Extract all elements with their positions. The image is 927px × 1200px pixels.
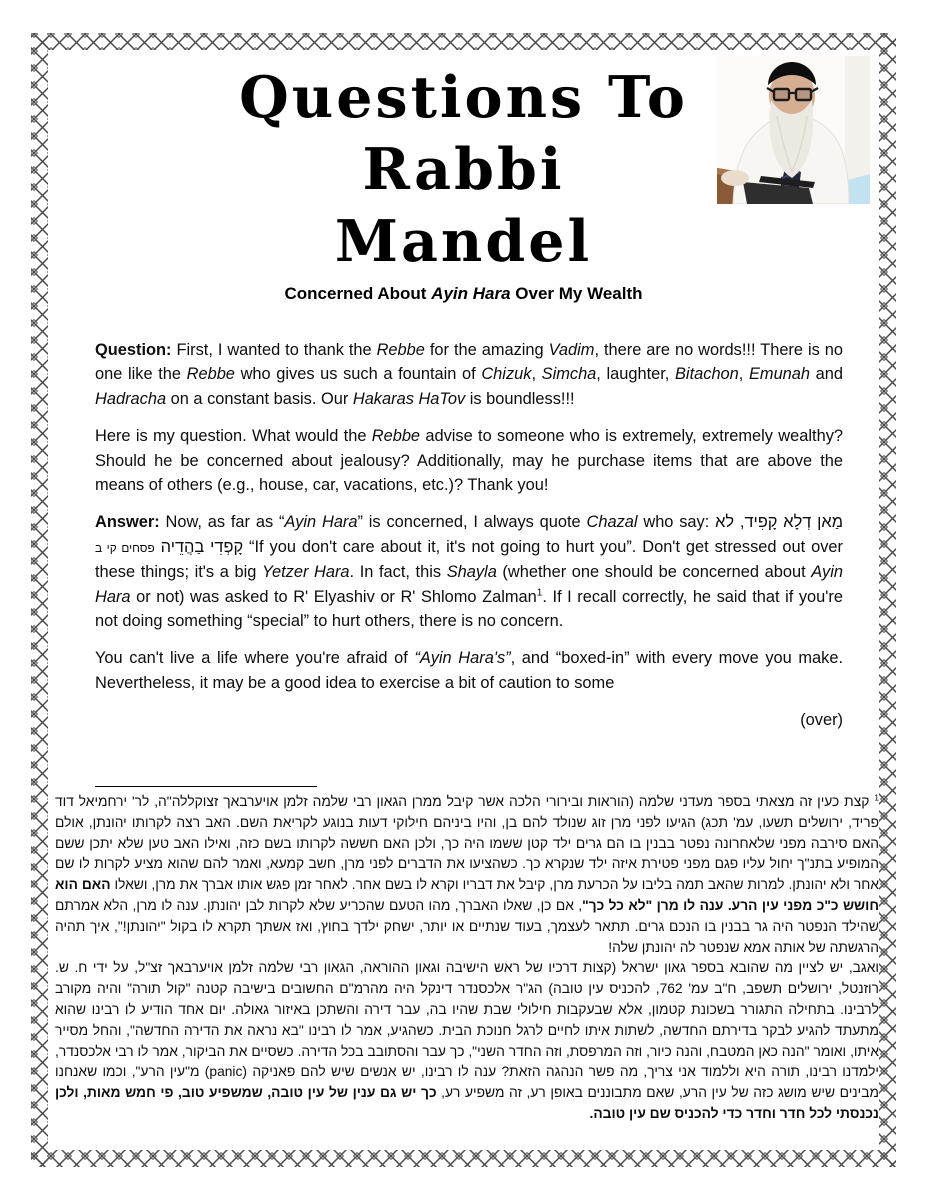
border-top: [31, 33, 896, 50]
border-right: [879, 33, 896, 1167]
footnote-separator: [95, 786, 317, 787]
footnotes: [55, 792, 879, 1125]
question-paragraph-2: Here is my question. What would the Rebbe advise to someone who is extremely, extremely wealthy? Should he be concerned about jealousy? Additionally, may he purchase items that are above the means of others (e.g., house, car, vacations, etc.)? Thank you!: [95, 427, 843, 495]
footnote-paragraph-1: $^1$ קצת כעין זה מצאתי בספר מעדני שלמה (הוראות ובירורי הלכה אשר קיבל ממרן הגאון רבי שלמה זלמן אויערבאך זצוקללה"ה, לר' ירחמיאל דוד פריד, ירושלים תשעו, עמ' תכג) הגיעו לפני מרן זוג שנולד להם בן, והיו ביניהם חילוקי דעות בנוגע לקריאת השם. האב רצה לקרותו יהונתן, אולם האם סירבה מפני שלאחרונה נפטר בבנין בו הם גרים ילד קטן ששמו היה כך, ולכן האם חששה לקרותו בשם כזה, ואילו האב טען שלא יתכן ששם המופיע בתנ"ך יחול עליו פגם מפני פטירת איזה ילד שנקרא כך. כשהציעו את הדברים לפני מרן, חשב קמעא, ואמר להם שהוא מציע לקרות לו שם אחר ולא יהונתן. למרות שהאב תמה בליבו על הכרעת מרן, קיבל את דבריו וקרא לו בשם אחר. לאחר זמן פגש אותו אברך את מרן, ושאלו האם הוא חושש כ"כ מפני עין הרע. ענה לו מרן "לא כל כך", אם כן, שאלו האברך, מהו הטעם שהכריע שלא לקרות לבן יהונתן. ענה לו מרן, הלא אמרתם שהילד הנפטר היה גר בבנין בו הנכם גרים. תתאר לעצמך, בעוד שנתיים או יותר, ישחק ילדך בחוץ, ואז אשתך תקרא לו בקול "יהונתן!", איך תהיה הרגשתה של אותה אמא שנפטר לה יהונתן שלה!: [55, 792, 880, 955]
page-title-line-2: Rabbi: [362, 136, 565, 203]
border-bottom: [31, 1150, 896, 1167]
answer-paragraph-2: You can't live a life where you're afraid of “Ayin Hara's”, and “boxed-in” with every move you make. Nevertheless, it may be a good idea to exercise a bit of caution to some: [95, 649, 844, 692]
over-label: (over): [800, 711, 843, 730]
page-title-line-3: Mandel: [334, 208, 593, 275]
answer-paragraph-1: Answer: Now, as far as “Ayin Hara” is concerned, I always quote Chazal who say: מַאן דְלָא קָפִיד, לא קָפְדִי בַהֲדֵיה פסחים קי ב “If you don't care about it, it's not going to hurt you”. Don't get stressed out over these things; it's a big Yetzer Hara. In fact, this Shayla (whether one should be concerned about Ayin Hara or not) was asked to R' Elyashiv or R' Shlomo Zalman$^1$. If I recall correctly, he said that if you're not doing something “special” to hurt others, there is no concern.: [95, 513, 844, 631]
question-paragraph-1: Question: First, I wanted to thank the Rebbe for the amazing Vadim, there are no words!!! There is no one like the Rebbe who gives us such a fountain of Chizuk, Simcha, laughter, Bitachon, Emunah and Hadracha on a constant basis. Our Hakaras HaTov is boundless!!!: [95, 341, 844, 408]
border-left: [31, 33, 48, 1167]
page-title: [60, 62, 867, 278]
main-text: [95, 338, 843, 733]
footnote-paragraph-2: ואגב, יש לציין מה שהובא בספר גאון ישראל (קצות דרכיו של ראש הישיבה וגאון ההוראה, הגאון רבי שלמה זלמן אויערבאך זצ"ל, על ידי ח. ש. רוזנטל, ירושלים תשפב, ח"ב עמ' 762, להכניס עין טובה) הג"ר אלכסנדר דינקל היה מהרמ"ם החשובים בישיבה קטנה "קול תורה" והיה מקורב לרבינו. בתחילה התגורר בשכונת קטמון, אלא שבעקבות חילולי שבת שהיו בה, עבר דירה והשתכן באיזור גאולה. יום אחד הודיע לו רבינו שהוא מתעתד להגיע לבקר בדירתם החדשה, לשתות איתו לחיים לרגל חנוכת הבית. כשהגיע, אמר לו רבינו "בא נראה את הדירה החדשה", והחל מסייר איתו, ואומר "הנה כאן המטבח, והנה כיור, וזה המרפסת, וזה החדר השני", כך עבר והסתובב בכל הדירה. כשסיים את הביקור, אמר לו רבי אלכסנדר, ילמדנו רבינו, תורה היא וללמוד אני צריך, מה פשר הנהגה הזאת? ענה לו רבינו, יש אנשים שיש להם פאניקה (panic) מ"עין הרע", וכמו שאנחנו מבינים שיש מושג כזה של עין הרע, שאם מתבוננים באופן רע, זה משפיע רע, כך יש גם ענין של עין טובה, שמשפיע טוב, פי חמש מאות, ולכן נכנסתי לכל חדר וחדר כדי להכניס שם עין טובה.: [55, 960, 879, 1121]
page-subtitle: Concerned About Ayin Hara Over My Wealth: [284, 284, 643, 303]
page-title-line-1: Questions To: [239, 64, 688, 131]
